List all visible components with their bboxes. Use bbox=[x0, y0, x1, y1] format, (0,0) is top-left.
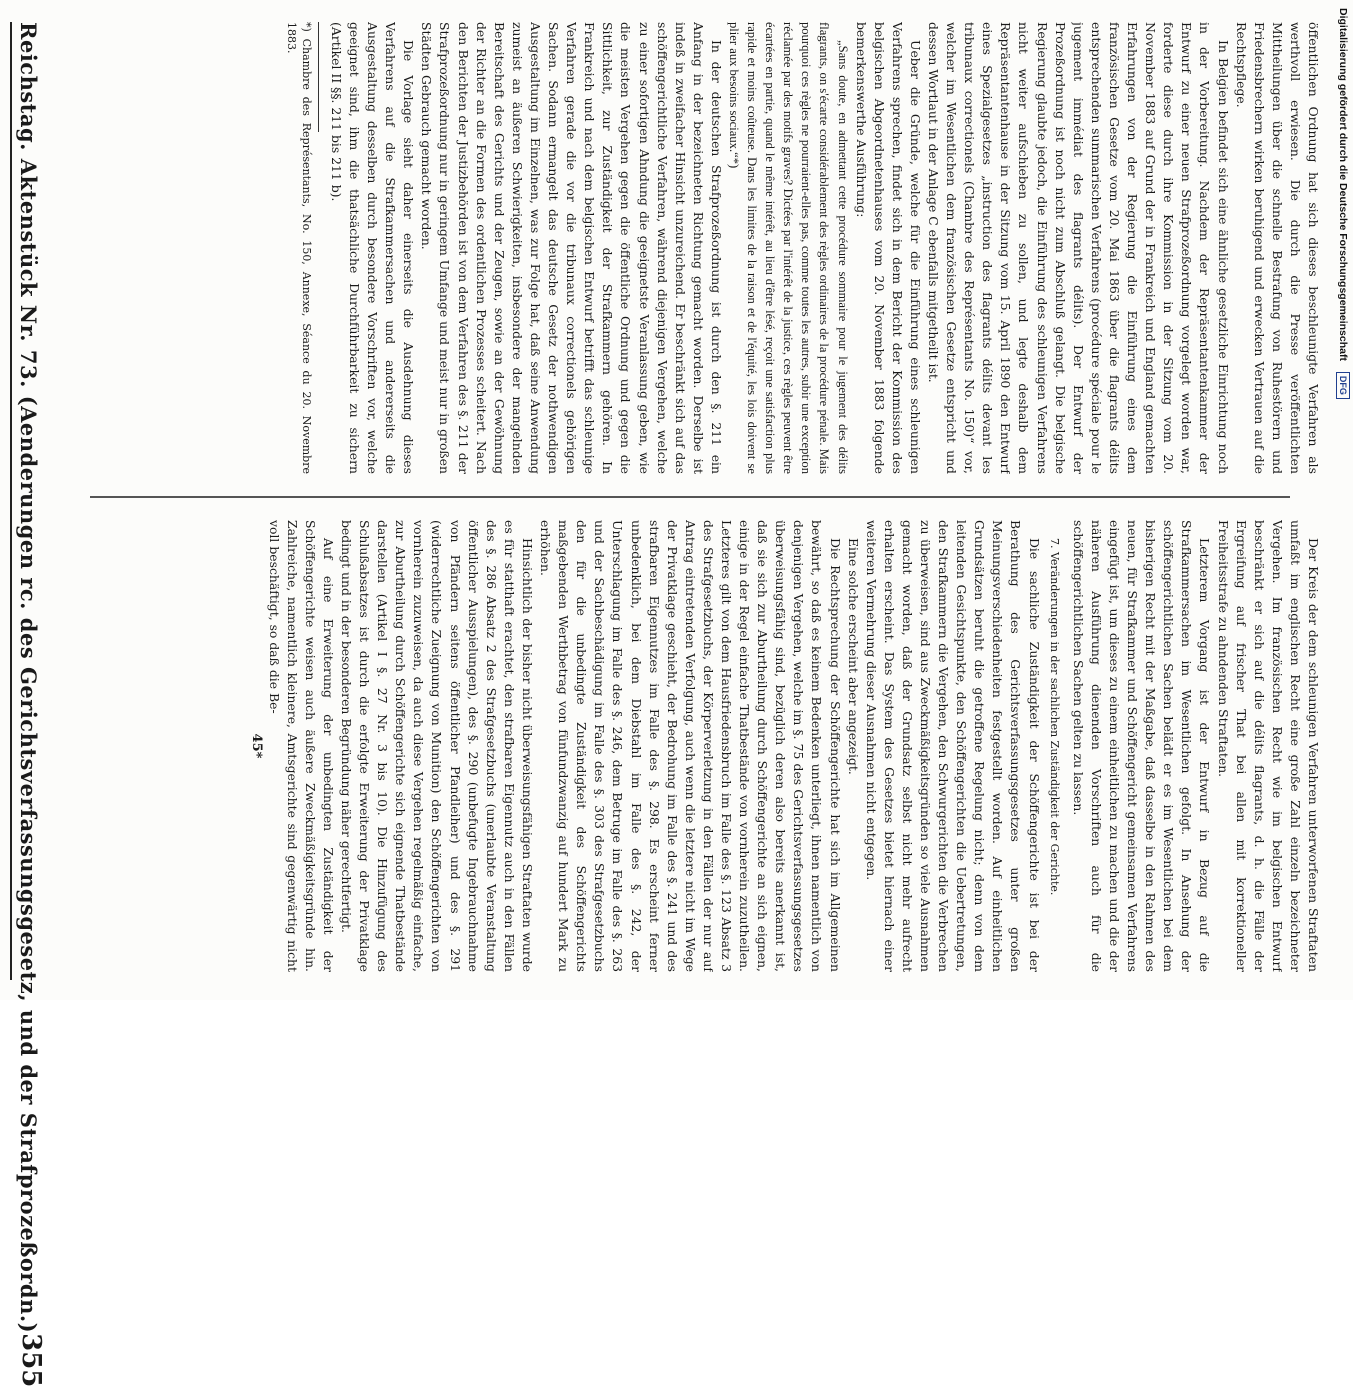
dfg-logo-icon: DFG bbox=[1336, 372, 1350, 399]
paragraph: öffentlichen Ordnung hat sich dieses beschleunigte Verfahren als werthvoll erwiesen. Die durch die Presse veröffentlichten Mittheilungen über die schnelle Bestrafung von Ruhestörern und Friedensbrechern wirken beruhigend und erwecken Vertrauen auf die Rechtspflege. bbox=[1233, 22, 1321, 474]
footnote-rule bbox=[318, 22, 319, 132]
page-number: 355 bbox=[16, 1333, 46, 1387]
paragraph: Die sachliche Zuständigkeit der Schöffengerichte ist bei der Berathung des Gerichtsverfassungsgesetzes unter großen Meinungsverschiedenheiten festgestellt worden. Auf einheitlichen Grundsätzen beruht die getroffene Regelung nicht; denn von dem leitenden Gesichtspunkte, den Schöffengerichten die Uebertretungen, den Strafkammern die Vergehen, den Schwurgerichten die Verbrechen zu überweisen, sind aus Zweckmäßigkeitsgründen so viele Ausnahmen gemacht worden, daß der Grundsatz selbst nicht mehr aufrecht erhalten erscheint. Das System des Gesetzes bietet hiernach einer weiteren Vermehrung dieser Ausnahmen nicht entgegen. bbox=[863, 520, 1042, 972]
column-divider bbox=[90, 496, 1290, 498]
french-quote: „Sans doute, en admettant cette procédure sommaire pour le jugement des délits flagrants, on s'écarte considérablement des règles ordinaires de la procédure pénale. Mais pourquoi ces règles ne pourraient-elles pas, comme toutes les autres, subir une exception réclamée par des motifs graves? Dictées par l'intérêt de la justice, ces règles peuvent être écartées en partie, quand le même intérêt, au lieu d'être lésé, reçoit une satisfaction plus rapide et moins coûteuse. Dans les limites de la raison et de l'équité, les lois doivent se plier aux besoins sociaux.“*) bbox=[727, 22, 850, 474]
paragraph: Die Rechtsprechung der Schöffengerichte hat sich im Allgemeinen bewährt, so daß es keinem Bedenken unterliegt, ihnen namentlich von denjenigen Vergehen, welche im §. 75 des Gerichtsverfassungsgesetzes überweisungsfähig sind, bezüglich deren also bereits anerkannt ist, daß sie sich zur Aburtheilung durch Schöffengerichte an sich eignen, einige in der Regel einfache Thatbestände von vornherein zuzutheilen. Letzteres gilt von dem Hausfriedensbruch im Falle des §. 123 Absatz 3 des Strafgesetzbuchs, der Körperverletzung in den Fällen der nur auf Antrag eintretenden Verfolgung, auch wenn die letztere nicht im Wege der Privatklage geschieht, der Bedrohung im Falle des §. 241 und des strafbaren Eigennutzes im Falle des §. 298. Es erscheint ferner unbedenklich, bei dem Diebstahl im Falle des §. 242, der Unterschlagung im Falle des §. 246, dem Betruge im Falle des §. 263 und der Sachbeschädigung im Falle des §. 303 des Strafgesetzbuchs den für die unbedingte Zuständigkeit des Schöffengerichts maßgebenden Werthbetrag von fünfundzwanzig auf hundert Mark zu erhöhen. bbox=[538, 520, 843, 972]
right-column bbox=[77, 520, 1322, 972]
digitization-note: Digitalisierung gefördert durch die Deutsche Forschungsgemeinschaft bbox=[1337, 8, 1349, 361]
paragraph: Letzterem Vorgang ist der Entwurf in Bezug auf die Strafkammersachen im Wesentlichen gefolgt. In Ansehung der schöffengerichtlichen Sachen belädt er es im Wesentlichen bei dem bisherigen Recht mit der Maßgabe, daß dasselbe in den Rahmen des neuen, für Strafkammer und Schöffengericht gemeinsamen Verfahrens eingefügt ist, um dieses zu einem einheitlichen zu machen und die der näheren Ausführung dienenden Vorschriften auch für die schöffengerichtlichen Sachen gelten zu lassen. bbox=[1070, 520, 1213, 972]
paragraph: Die Vorlage sieht daher einerseits die Ausdehnung dieses Verfahrens auf die Strafkammersachen und andererseits die Ausgestaltung desselben durch besondere Vorschriften vor, welche geeignet sind, ihm die thatsächliche Durchführbarkeit zu sichern (Artikel II §§. 211 bis 211 b). bbox=[328, 22, 417, 474]
header-rule bbox=[10, 22, 12, 980]
header-title: Reichstag. Aktenstück Nr. 73. (Aenderungen rc. des Gerichtsverfassungsgesetz, und der Strafprozeßordn.) bbox=[16, 22, 41, 1334]
paragraph: Auf eine Erweiterung der unbedingten Zuständigkeit der Schöffengerichte weisen auch äußere Zweckmäßigkeitsgründe hin. Zahlreiche, namentlich kleinere, Amtsgerichte sind gegenwärtig nicht voll beschäftigt, so daß die Be- bbox=[266, 520, 336, 972]
footnote: *) Chambre des Représentants, No. 150, Annexe, Séance du 20. Novembre 1883. bbox=[284, 22, 313, 474]
left-column bbox=[77, 22, 1322, 474]
signature-mark: 45* bbox=[248, 733, 264, 759]
paragraph: Der Kreis der dem schleunigen Verfahren unterworfenen Straftaten umfaßt im englischen Recht eine große Zahl einzeln bezeichneter Vergehen. Im französischen Recht wie im belgischen Entwurf beschränkt er sich auf die délits flagrants, d. h. die Fälle der Ergreifung auf frischer That bei allen mit korrektioneller Freiheitsstrafe zu ahndenden Straftaten. bbox=[1215, 520, 1321, 972]
paragraph: In Belgien befindet sich eine ähnliche gesetzliche Einrichtung noch in der Vorbereitung. Nachdem der Repräsentantenkammer der Entwurf zu einer neuen Strafprozeßordnung vorgelegt worden war, forderte diese durch ihre Kommission in der Sitzung vom 20. November 1883 auf Grund der in Frankreich und England gemachten Erfahrungen von der Regierung die Einführung eines dem französischen Gesetze vom 20. Mai 1863 über die flagrants délits entsprechenden summarischen Verfahrens (procédure spéciale pour le jugement immédiat des flagrants délits). Der Entwurf der Prozeßordnung ist noch nicht zum Abschluß gelangt. Die belgische Regierung glaubte jedoch, die Einführung des schleunigen Verfahrens nicht weiter aufschieben zu sollen, und legte deshalb dem Repräsentantenhause in der Sitzung vom 15. April 1890 den Entwurf eines Spezialgesetzes „instruction des flagrants délits devant les tribunaux correctionels (Chambre des Représentants No. 150)“ vor, welcher im Wesentlichen dem französischen Gesetze entspricht und dessen Wortlaut in der Anlage C ebenfalls mitgetheilt ist. bbox=[926, 22, 1231, 474]
digitization-credit bbox=[1336, 8, 1350, 978]
paragraph: Hinsichtlich der bisher nicht überweisungsfähigen Straftaten wurde es für statthaft erachtet, den strafbaren Eigennutz auch in den Fällen des §. 286 Absatz 2 des Strafgesetzbuchs (unerlaubte Veranstaltung öffentlicher Ausspielungen), des §. 290 (unbefugte Ingebrauchnahme von Pfändern seitens öffentlicher Pfandleiher) und des §. 291 (widerrechtliche Zueignung von Munition) den Schöffengerichten von vornherein zuzuweisen, da auch diese Vergehen regelmäßig einfache, zur Aburtheilung durch Schöffengerichte sich eignende Thatbestände darstellen (Artikel I §. 27 Nr. 3 bis 10). Die Hinzufügung des Schlußabsatzes ist durch die erfolgte Erweiterung der Privatklage bedingt und in der besonderen Begründung näher gerechtfertigt. bbox=[339, 520, 535, 972]
page-header bbox=[16, 22, 68, 1387]
section-heading: 7. Veränderungen in der sachlichen Zuständigkeit der Gerichte. bbox=[1047, 538, 1061, 896]
paragraph: Ueber die Gründe, welche für die Einführung eines schleunigen Verfahrens sprechen, findet sich in dem Bericht der Kommission des belgischen Abgeordnetenhauses vom 20. November 1883 folgende bemerkenswerthe Ausführung: bbox=[853, 22, 923, 474]
paragraph: In der deutschen Strafprozeßordnung ist durch den §. 211 ein Anfang in der bezeichneten Richtung gemacht worden. Derselbe ist indeß in zweifacher Hinsicht unzureichend. Er beschränkt sich auf das schöffengerichtliche Verfahren, während diejenigen Vergehen, welche zu einer sofortigen Ahndung die geeignetste Veranlassung geben, wie die meisten Vergehen gegen die öffentliche Ordnung und gegen die Sittlichkeit, zur Zuständigkeit der Strafkammern gehören. In Frankreich und nach dem belgischen Entwurf betrifft das schleunige Verfahren gerade die vor die tribunaux correctionels gehörigen Sachen. Sodann ermangelt das deutsche Gesetz der nothwendigen Ausgestaltung im Einzelnen, was zur Folge hat, daß seine Anwendung zumeist an äußeren Schwierigkeiten, insbesondere der mangelnden Bereitschaft des Gerichts und der Zeugen, sowie an der Gewöhnung der Richter an die Formen des ordentlichen Prozesses scheitert. Nach den Berichten der Justizbehörden ist von dem Verfahren des §. 211 der Strafprozeßordnung nur in geringem Umfange und meist nur in großen Städten Gebrauch gemacht worden. bbox=[419, 22, 724, 474]
digitization-sidebar bbox=[1336, 8, 1350, 998]
paragraph: Eine solche erscheint aber angezeigt. bbox=[845, 538, 861, 775]
